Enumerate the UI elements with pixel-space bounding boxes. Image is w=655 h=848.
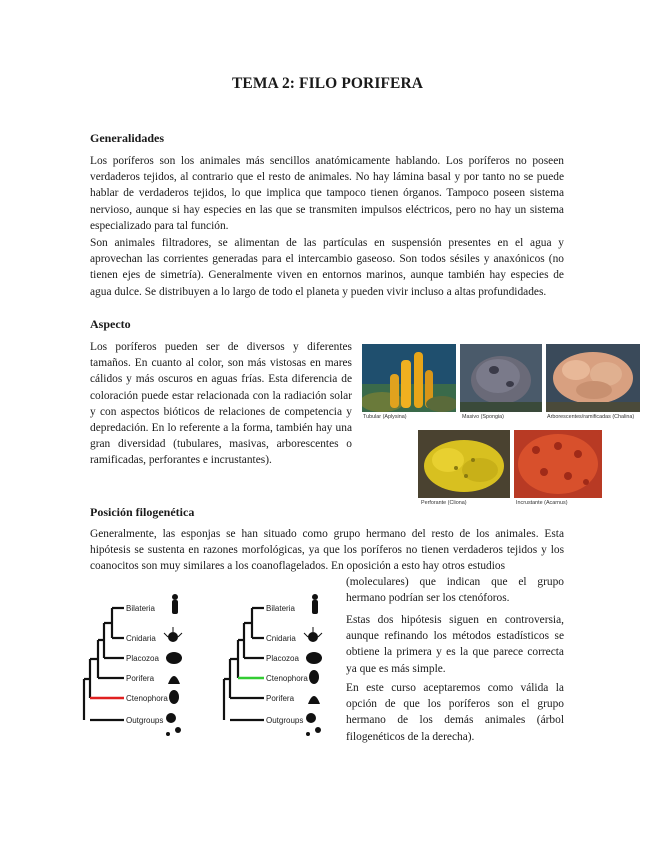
- cnidaria-icon: [168, 632, 178, 642]
- tree-right-label-5: Outgroups: [266, 716, 304, 725]
- tree-right-label-2: Placozoa: [266, 654, 299, 663]
- tree-left-label-5: Outgroups: [126, 716, 164, 725]
- tree-right-label-4: Porifera: [266, 694, 295, 703]
- paragraph-generalidades-1: Los poríferos son los animales más sencillos anatómicamente hablando. Los poríferos no poseen verdaderos tejidos, al contrario que el resto de animales. No hay lámina basal y por tanto no se puede hablar de verdaderos tejidos, lo que implica que tampoco tienen órganos. Tampoco poseen sistema nervioso, aunque si hay especies en las que se transmiten impulsos eléctricos, pero no hay un sistema especializado para tal función.: [90, 155, 564, 232]
- page-title: TEMA 2: FILO PORIFERA: [231, 75, 424, 92]
- heading-posicion-filogenetica: Posición filogenética: [90, 505, 195, 519]
- photo-tubular-sponge: [362, 344, 456, 412]
- caption-tubular: Tubular (Aplysina): [363, 414, 407, 420]
- tree-left-label-0: Bilateria: [126, 604, 155, 613]
- photo-massive-sponge: [460, 344, 542, 412]
- photo-branching-sponge: [546, 344, 640, 412]
- porifera-icon: [168, 676, 180, 684]
- human-icon: [312, 594, 318, 600]
- caption-massive: Masivo (Spongia): [462, 414, 504, 420]
- human-icon: [172, 594, 178, 600]
- ctenophora-icon: [309, 670, 319, 684]
- photo-encrusting-sponge: [514, 430, 602, 498]
- caption-boring: Perforante (Cliona): [421, 500, 467, 506]
- heading-generalidades: Generalidades: [90, 131, 164, 145]
- tree-right-label-0: Bilateria: [266, 604, 295, 613]
- tree-left-label-3: Porifera: [126, 674, 155, 683]
- heading-aspecto: Aspecto: [90, 317, 131, 331]
- phylogenetic-tree-right: [218, 592, 338, 742]
- photo-boring-sponge: [418, 430, 510, 498]
- outgroup-icon: [306, 713, 316, 723]
- tree-right-label-1: Cnidaria: [266, 634, 296, 643]
- cnidaria-icon: [308, 632, 318, 642]
- tree-left-label-1: Cnidaria: [126, 634, 156, 643]
- caption-branching: Arborescentes/ramificadas (Chalina): [547, 414, 635, 420]
- outgroup-icon: [166, 713, 176, 723]
- paragraph-aspecto: Los poríferos pueden ser de diversos y diferentes tamaños. En cuanto al color, son más vistosas en mares cálidos y más oscuros en aguas frías. Esta diferencia de coloración puede estar relacionada con la radiación solar y con aspectos bióticos de relaciones de competencia y depredación. En lo referente a la forma, también hay una gran diversidad (tubulares, masivas, arborescentes o ramificadas, perforantes e incrustantes).: [90, 341, 352, 467]
- ctenophora-icon: [169, 690, 179, 704]
- placozoa-icon: [166, 652, 182, 664]
- caption-encrusting: Incrustante (Acarnus): [516, 500, 568, 506]
- tree-left-label-4: Ctenophora: [126, 694, 168, 703]
- porifera-icon: [308, 696, 320, 704]
- tree-left-label-2: Placozoa: [126, 654, 159, 663]
- phylogenetic-tree-left: [78, 592, 198, 742]
- placozoa-icon: [306, 652, 322, 664]
- paragraph-posicion-2: Estas dos hipótesis siguen en controversia, aunque refinando los métodos estadísticos se obtiene la primera y es la que parece correcta ya que es más simple.: [346, 614, 564, 675]
- tree-right-label-3: Ctenophora: [266, 674, 308, 683]
- paragraph-generalidades-2: Son animales filtradores, se alimentan de las partículas en suspensión presentes en el agua y aprovechan las corrientes generadas para el intercambio gaseoso. Son todos sésiles y anaxónicos (no tienen ejes de simetría). Generalmente viven en entornos marinos, aunque también hay especies de agua dulce. Se distribuyen a lo largo de todo el planeta y pueden vivir incluso a altas profundidades.: [90, 237, 564, 298]
- paragraph-posicion-3: En este curso aceptaremos como válida la opción de que los poríferos son el grupo hermano de los demás animales (árbol filogenéticos de la derecha).: [346, 682, 564, 743]
- paragraph-posicion-1-cont: (moleculares) que indican que el grupo hermano podrían ser los ctenóforos.: [346, 576, 564, 605]
- paragraph-posicion-1: Generalmente, las esponjas se han situado como grupo hermano del resto de los animales. Esta hipótesis se sustenta en razones morfológicas, ya que los poríferos no tienen verdaderos tejidos y los coanocitos son muy similares a los coanoflagelados. En oposición a esto hay otros estudios: [90, 528, 564, 573]
